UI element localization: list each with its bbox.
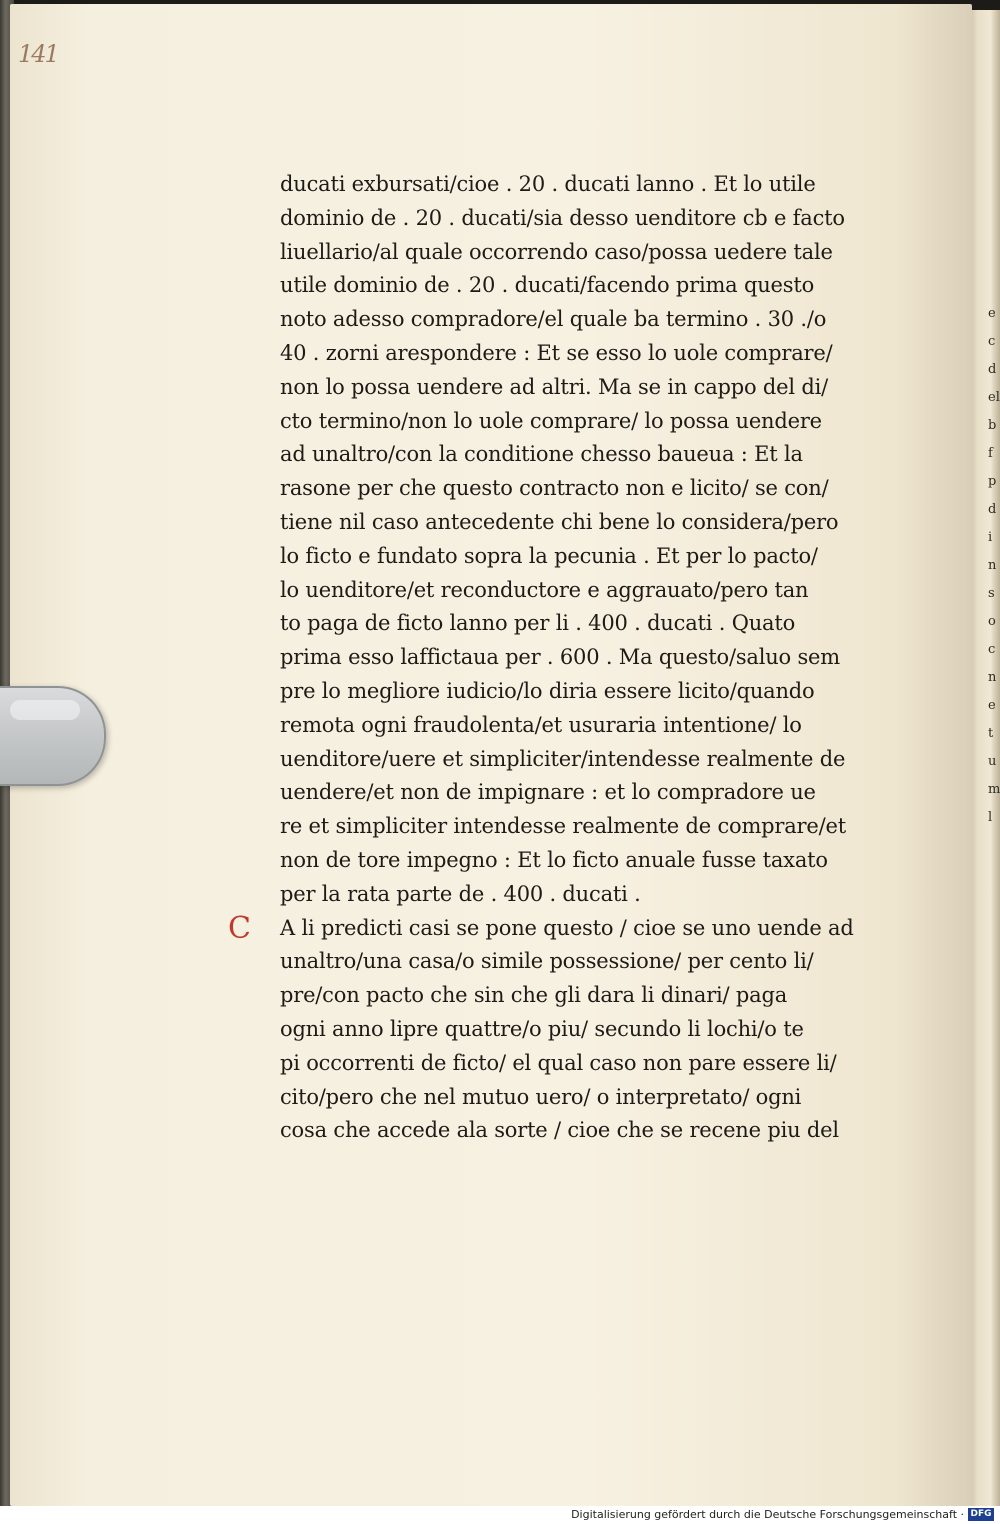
paragraph-mark: C: [228, 910, 251, 946]
text-line: utile dominio de . 20 . ducati/facendo prima questo: [280, 273, 815, 298]
text-line: ogni anno lipre quattre/o piu/ secundo li lochi/o te: [280, 1016, 804, 1041]
text-line: uendere/et non de impignare : et lo compradore ue: [280, 780, 816, 805]
text-line: rasone per che questo contracto non e licito/ se con/: [280, 476, 829, 501]
text-line: non lo possa uendere ad altri. Ma se in cappo del di/: [280, 374, 829, 399]
text-line: uenditore/uere et simpliciter/intendesse realmente de: [280, 746, 846, 771]
text-line: unaltro/una casa/o simile possessione/ per cento li/: [280, 949, 814, 974]
handwritten-folio-number: 141: [18, 40, 58, 68]
text-line: lo uenditore/et reconductore e aggrauato/pero tan: [280, 577, 809, 602]
next-page-text-fragments: ecdelbfpdinsocnetuml: [988, 306, 1000, 825]
text-line: re et simpliciter intendesse realmente de comprare/et: [280, 814, 846, 839]
text-line: liuellario/al quale occorrendo caso/possa uedere tale: [280, 239, 833, 264]
text-line: tiene nil caso antecedente chi bene lo considera/pero: [280, 509, 839, 534]
text-line: ad unaltro/con la conditione chesso baueua : Et la: [280, 442, 803, 467]
text-line: to paga de ficto lanno per li . 400 . ducati . Quato: [280, 611, 796, 636]
text-line: prima esso laffictaua per . 600 . Ma questo/saluo sem: [280, 645, 840, 670]
text-line: pre/con pacto che sin che gli dara li dinari/ paga: [280, 983, 788, 1008]
printed-text-block: [228, 168, 870, 1148]
text-line: noto adesso compradore/el quale ba termino . 30 ./o: [280, 307, 827, 332]
text-line: per la rata parte de . 400 . ducati .: [280, 881, 641, 906]
text-line: cosa che accede ala sorte / cioe che se recene piu del: [280, 1118, 839, 1143]
page-clip: [0, 686, 106, 786]
text-line: lo ficto e fundato sopra la pecunia . Et per lo pacto/: [280, 543, 818, 568]
paragraph-start-line: [228, 910, 870, 946]
clip-highlight: [10, 700, 80, 720]
text-line: 40 . zorni arespondere : Et se esso lo uole comprare/: [280, 340, 833, 365]
text-line: non de tore impegno : Et lo ficto anuale fusse taxato: [280, 847, 828, 872]
text-line: A li predicti casi se pone questo / cioe se uno uende ad: [280, 915, 854, 940]
text-line: remota ogni fraudolenta/et usuraria intentione/ lo: [280, 712, 802, 737]
text-line: pre lo megliore iudicio/lo diria essere licito/quando: [280, 678, 815, 703]
dfg-logo: DFG: [968, 1508, 994, 1521]
text-line: dominio de . 20 . ducati/sia desso uenditore cb e facto: [280, 205, 845, 230]
text-line: cto termino/non lo uole comprare/ lo possa uendere: [280, 408, 822, 433]
text-line: ducati exbursati/cioe . 20 . ducati lanno . Et lo utile: [280, 172, 816, 196]
funding-credit: Digitalisierung gefördert durch die Deutsche Forschungsgemeinschaft ·: [571, 1508, 964, 1521]
text-line: pi occorrenti de ficto/ el qual caso non pare essere li/: [280, 1050, 837, 1075]
text-line: cito/pero che nel mutuo uero/ o interpretato/ ogni: [280, 1084, 802, 1109]
